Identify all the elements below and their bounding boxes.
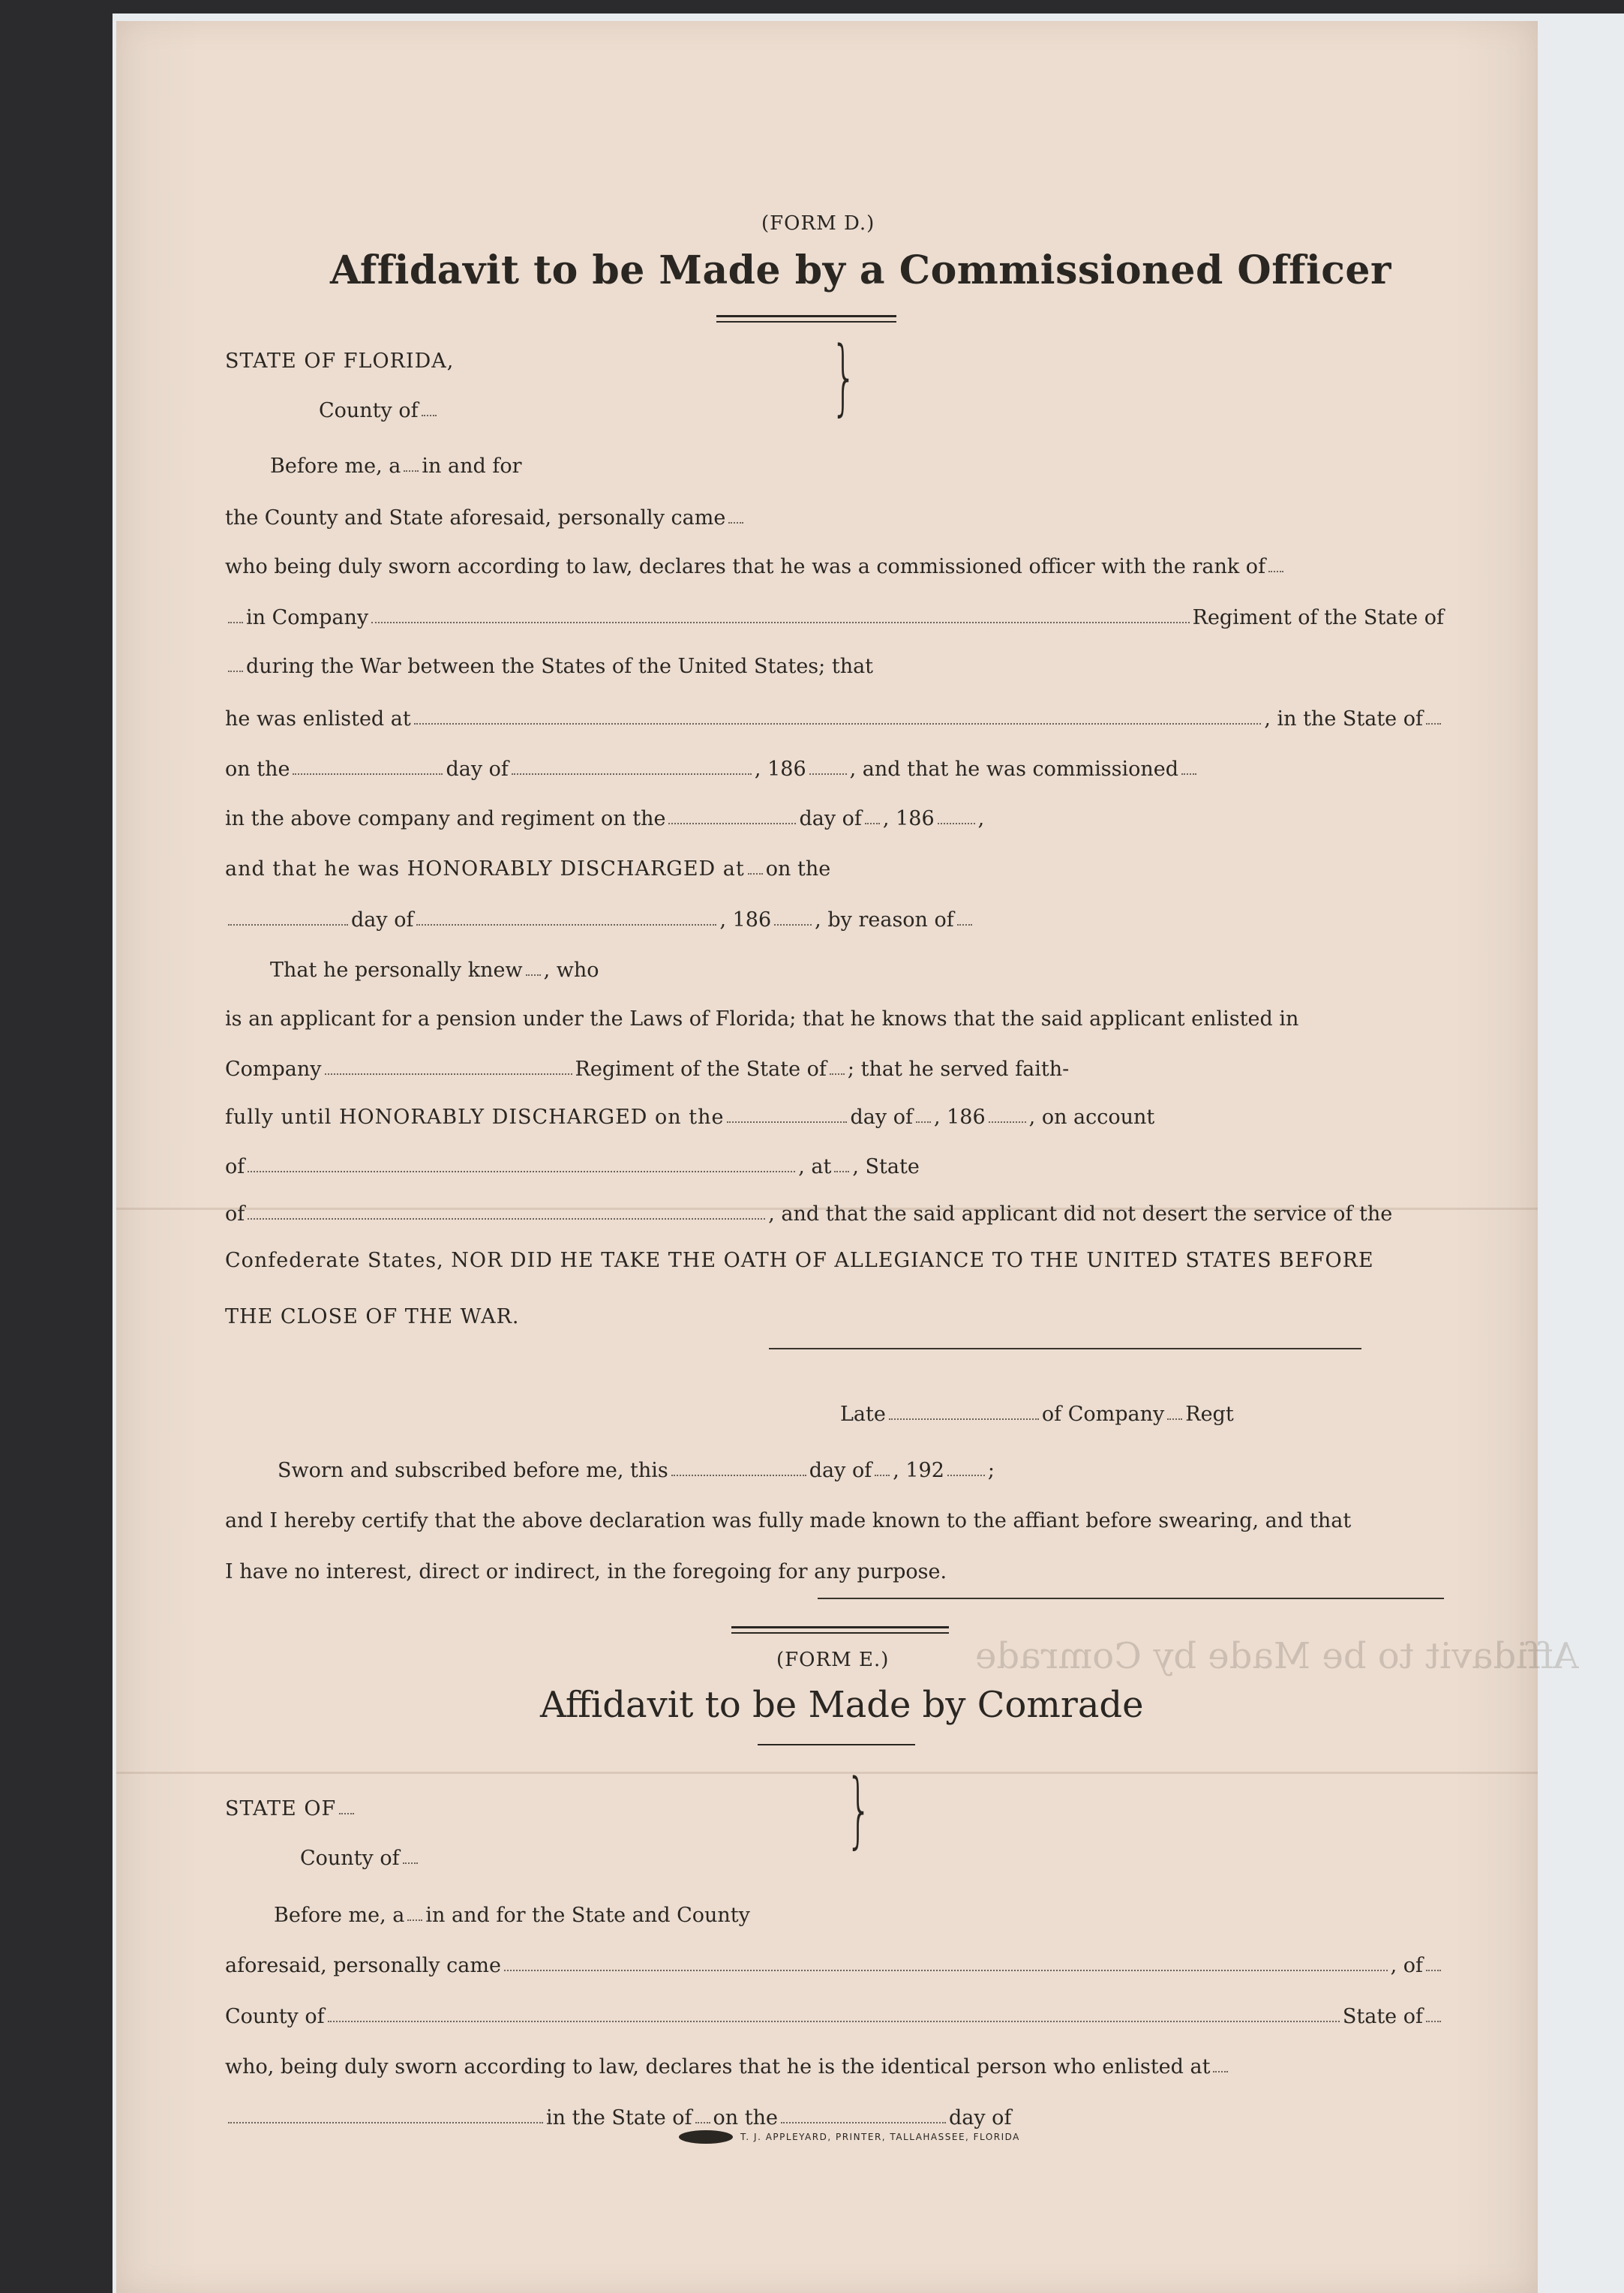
form-e-title: Affidavit to be Made by Comrade	[540, 1684, 1144, 1726]
certify-text: and I hereby certify that the above declaration was fully made known to the affiant before swearing, and that	[225, 1509, 1352, 1532]
did-not-desert-label: , and that the said applicant did not desert the service of the	[768, 1202, 1393, 1226]
semicolon-label: ;	[987, 1459, 995, 1482]
form-e-officer-field[interactable]	[407, 1919, 422, 1921]
served-faith-label: ; that he served faith-	[847, 1058, 1070, 1081]
before-me-line	[270, 455, 1444, 478]
form-e-state-of-label: State of	[1342, 2005, 1423, 2028]
company-regiment-line	[225, 606, 1444, 629]
applicant-state-field[interactable]	[830, 1073, 845, 1075]
during-war-label: during the War between the States of the United States; that	[246, 655, 874, 678]
regiment-state-label: Regiment of the State of	[1192, 606, 1444, 629]
who-label: , who	[543, 959, 599, 982]
enlisted-state-field[interactable]	[1426, 723, 1441, 725]
form-e-before-me-line	[274, 1904, 1444, 1927]
company-field[interactable]	[371, 622, 1189, 623]
reason-field[interactable]	[957, 924, 972, 926]
form-d-title: Affidavit to be Made by a Commissioned Officer	[330, 248, 1391, 293]
of-label: of	[225, 1155, 245, 1178]
commission-date-line	[225, 807, 1444, 830]
discharge-day-field[interactable]	[228, 924, 348, 926]
sworn-year-field[interactable]	[947, 1475, 985, 1476]
form-e-county-line	[300, 1847, 825, 1870]
close-war-text: THE CLOSE OF THE WAR.	[225, 1305, 520, 1328]
on-the-label-2: on the	[765, 857, 831, 881]
state-florida-label: STATE OF FLORIDA,	[225, 350, 455, 373]
certify-line	[225, 1509, 1444, 1532]
rank-label: who being duly sworn according to law, declares that he was a commissioned officer with the rank of	[225, 555, 1266, 578]
desert-line	[225, 1202, 1444, 1226]
late-field[interactable]	[889, 1418, 1039, 1420]
year-192-label: , 192	[893, 1459, 944, 1482]
form-e-enlisted-field[interactable]	[1213, 2071, 1228, 2072]
year-186-label-4: , 186	[933, 1106, 986, 1129]
form-e-enlisted-cont-field[interactable]	[228, 2122, 543, 2123]
enlisted-line	[225, 707, 1444, 731]
in-state-of-label: , in the State of	[1264, 707, 1423, 731]
form-e-in-state-label: in the State of	[546, 2106, 692, 2129]
form-e-sworn-line	[225, 2055, 1444, 2078]
applicant-name-field[interactable]	[526, 974, 541, 976]
form-d-label: (FORM D.)	[761, 212, 875, 235]
year-186-label-3: , 186	[719, 908, 772, 932]
day-of-label-5: day of	[809, 1459, 872, 1482]
enlist-day-field[interactable]	[293, 773, 443, 775]
discharge-place-field[interactable]	[748, 873, 763, 875]
day-of-label-4: day of	[850, 1106, 913, 1129]
before-me-label: Before me, a	[270, 455, 401, 478]
of-at-line	[225, 1155, 1444, 1178]
printer-text: T. J. APPLEYARD, PRINTER, TALLAHASSEE, FLORIDA	[740, 2132, 1020, 2142]
applicant-text: is an applicant for a pension under the Laws of Florida; that he knows that the said applicant enlisted in	[225, 1007, 1299, 1031]
reverse-bleed-through: Affidavit to be Made by Comrade	[975, 1635, 1579, 1677]
rank-continued-field[interactable]	[228, 622, 243, 623]
sworn-month-field[interactable]	[875, 1475, 890, 1476]
in-company-label: in Company	[246, 606, 369, 629]
form-e-label: (FORM E.)	[776, 1649, 890, 1671]
form-e-comrade-county-field[interactable]	[328, 2021, 1340, 2022]
day-of-label-3: day of	[351, 908, 414, 932]
title-rule-2	[716, 321, 896, 323]
enlist-date-line	[225, 758, 1444, 781]
form-e-enlisted-state-field[interactable]	[695, 2122, 710, 2123]
state-county-brace: }	[830, 329, 857, 425]
affiant-signature-line[interactable]	[769, 1348, 1361, 1349]
form-e-day-field[interactable]	[781, 2122, 946, 2123]
at-field[interactable]	[834, 1171, 849, 1172]
enlisted-place-field[interactable]	[414, 723, 1262, 725]
printer-logo-icon	[679, 2130, 733, 2144]
in-and-for-label: in and for	[422, 455, 522, 478]
officer-title-field[interactable]	[404, 470, 419, 472]
discharge-date-line	[225, 908, 1444, 932]
sworn-day-field[interactable]	[671, 1475, 806, 1476]
on-the-label: on the	[225, 758, 290, 781]
form-e-residence-field[interactable]	[1426, 1970, 1441, 1971]
scanner-top-edge	[0, 0, 1624, 14]
scanner-backing	[0, 0, 113, 2293]
applicant-discharge-day-field[interactable]	[727, 1121, 847, 1123]
company-label: Company	[225, 1058, 322, 1081]
sworn-line	[278, 1459, 1444, 1482]
day-of-label-2: day of	[799, 807, 862, 830]
year-end-comma: ,	[977, 807, 985, 830]
fully-until-line	[225, 1106, 1444, 1129]
account-field[interactable]	[248, 1171, 795, 1172]
on-account-label: , on account	[1028, 1106, 1155, 1129]
by-reason-label: , by reason of	[815, 908, 954, 932]
no-interest-line	[225, 1560, 1444, 1583]
printer-imprint	[679, 2130, 1020, 2144]
county-field[interactable]	[422, 415, 437, 416]
form-e-county-label: County of	[300, 1847, 400, 1870]
form-e-came-line	[225, 1954, 1444, 1977]
above-company-label: in the above company and regiment on the	[225, 807, 666, 830]
form-e-title-rule	[758, 1744, 915, 1745]
late-company-field[interactable]	[1167, 1418, 1182, 1420]
of-company-label: of Company	[1041, 1403, 1165, 1426]
of-label-2: of	[225, 1202, 245, 1226]
form-e-day-of-label: day of	[948, 2106, 1012, 2129]
applicant-line	[225, 1007, 1444, 1031]
confederate-text: Confederate States, NOR DID HE TAKE THE OATH OF ALLEGIANCE TO THE UNITED STATES BEFORE	[225, 1249, 1374, 1272]
enlist-month-field[interactable]	[512, 773, 752, 775]
state-field[interactable]	[228, 671, 243, 672]
late-company-line	[840, 1403, 1444, 1426]
during-war-line	[225, 655, 1444, 678]
applicant-discharge-month-field[interactable]	[916, 1121, 931, 1123]
applicant-discharge-year-field[interactable]	[989, 1121, 1026, 1123]
form-e-rule-2	[731, 1632, 949, 1634]
discharged-line	[225, 857, 1444, 881]
form-e-came-label: aforesaid, personally came	[225, 1954, 501, 1977]
commission-year-field[interactable]	[938, 823, 975, 824]
form-e-state-line	[225, 1797, 833, 1820]
no-interest-text: I have no interest, direct or indirect, in the foregoing for any purpose.	[225, 1560, 947, 1583]
form-e-in-and-for-label: in and for the State and County	[425, 1904, 750, 1927]
personally-came-label: the County and State aforesaid, personally came	[225, 506, 726, 530]
discharged-at-label: and that he was HONORABLY DISCHARGED at	[225, 857, 745, 881]
form-e-comrade-name-field[interactable]	[504, 1970, 1388, 1971]
state-of-field[interactable]	[248, 1218, 765, 1220]
rank-line	[225, 555, 1444, 578]
form-e-of-label: , of	[1390, 1954, 1423, 1977]
form-e-county-state-line	[225, 2005, 1444, 2028]
form-e-before-me-label: Before me, a	[274, 1904, 405, 1927]
applicant-company-field[interactable]	[325, 1073, 572, 1075]
form-e-county-of-label: County of	[225, 2005, 325, 2028]
at-label: , at	[798, 1155, 832, 1178]
county-line	[319, 399, 739, 422]
year-186-label-2: , 186	[882, 807, 935, 830]
affiant-name-field[interactable]	[728, 522, 743, 524]
form-e-on-the-label: on the	[713, 2106, 778, 2129]
confederate-line	[225, 1249, 1444, 1272]
discharge-month-field[interactable]	[416, 924, 716, 926]
commissioned-label: , and that he was commissioned	[849, 758, 1178, 781]
state-word-label: , State	[852, 1155, 920, 1178]
form-e-sworn-label: who, being duly sworn according to law, declares that he is the identical person who enlisted at	[225, 2055, 1211, 2078]
commission-day-field[interactable]	[668, 823, 796, 824]
form-e-state-date-line	[225, 2106, 1444, 2129]
rank-field[interactable]	[1268, 571, 1283, 572]
enlist-year-field[interactable]	[809, 773, 847, 775]
sworn-subscribed-label: Sworn and subscribed before me, this	[278, 1459, 668, 1482]
regiment-state-label-2: Regiment of the State of	[575, 1058, 827, 1081]
form-e-rule	[731, 1626, 949, 1628]
discharge-year-field[interactable]	[774, 924, 812, 926]
day-of-label: day of	[446, 758, 509, 781]
form-e-brace: }	[845, 1761, 872, 1857]
title-rule	[716, 315, 896, 317]
year-186-label: , 186	[754, 758, 806, 781]
personally-came-line	[225, 506, 1444, 530]
applicant-company-line	[225, 1058, 1444, 1081]
form-e-state-label: STATE OF	[225, 1797, 337, 1820]
commission-month-field[interactable]	[865, 823, 880, 824]
enlisted-at-label: he was enlisted at	[225, 707, 411, 731]
form-e-county-field[interactable]	[403, 1862, 418, 1864]
fully-until-label: fully until HONORABLY DISCHARGED on the	[225, 1106, 725, 1129]
personally-knew-line	[270, 959, 1444, 982]
close-war-line	[225, 1305, 1444, 1328]
officer-signature-line[interactable]	[818, 1598, 1444, 1599]
regt-label: Regt	[1185, 1403, 1234, 1426]
paper-fold-line-lower	[116, 1772, 1538, 1774]
form-e-comrade-state-field[interactable]	[1426, 2021, 1441, 2022]
commissioned-field[interactable]	[1181, 773, 1196, 775]
late-label: Late	[840, 1403, 886, 1426]
personally-knew-label: That he personally knew	[270, 959, 523, 982]
county-label: County of	[319, 399, 419, 422]
form-e-state-field[interactable]	[339, 1813, 354, 1814]
